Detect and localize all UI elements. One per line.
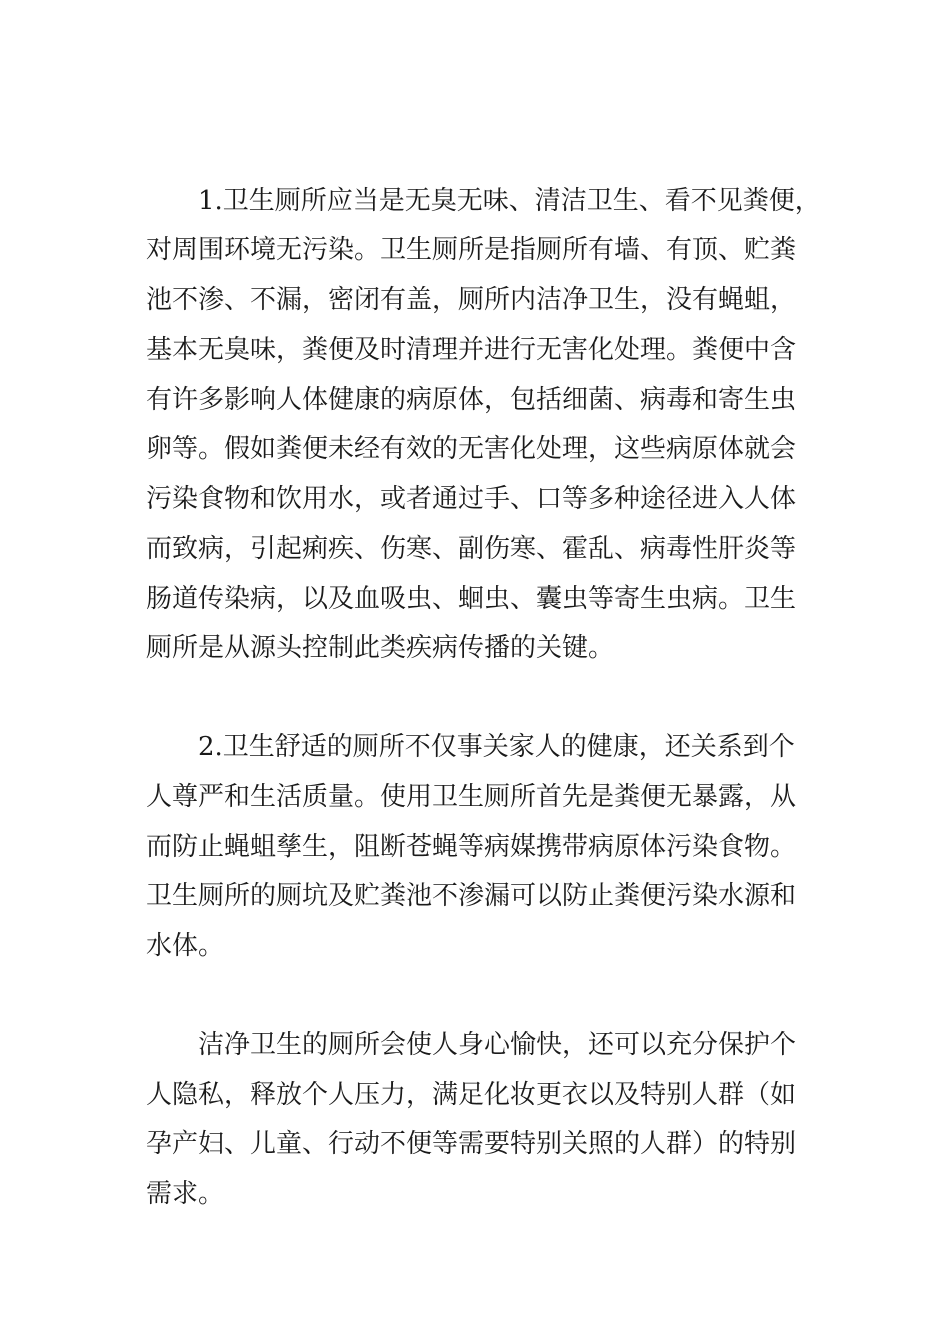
paragraph-line: 厕所是从源头控制此类疾病传播的关键。 xyxy=(146,633,615,663)
paragraph-line: 人尊严和生活质量。使用卫生厕所首先是粪便无暴露，从 xyxy=(146,782,797,812)
paragraph-line: 人隐私，释放个人压力，满足化妆更衣以及特别人群（如 xyxy=(146,1080,797,1110)
paragraph-line: 卫生厕所的厕坑及贮粪池不渗漏可以防止粪便污染水源和 xyxy=(146,881,797,911)
paragraph-line: 而致病，引起痢疾、伤寒、副伤寒、霍乱、病毒性肝炎等 xyxy=(146,534,797,564)
paragraph-line: 肠道传染病，以及血吸虫、蛔虫、囊虫等寄生虫病。卫生 xyxy=(146,584,797,614)
paragraph-line: 需求。 xyxy=(146,1179,225,1209)
paragraph-line: 卵等。假如粪便未经有效的无害化处理，这些病原体就会 xyxy=(146,434,797,464)
paragraph-line: 基本无臭味，粪便及时清理并进行无害化处理。粪便中含 xyxy=(146,335,797,365)
paragraph-line: 水体。 xyxy=(146,931,225,961)
paragraph-line: 有许多影响人体健康的病原体，包括细菌、病毒和寄生虫 xyxy=(146,385,797,415)
paragraph-line: 1.卫生厕所应当是无臭无味、清洁卫生、看不见粪便， xyxy=(198,186,821,216)
paragraph-line: 池不渗、不漏，密闭有盖，厕所内洁净卫生，没有蝇蛆， xyxy=(146,285,797,315)
paragraph-line: 洁净卫生的厕所会使人身心愉快，还可以充分保护个 xyxy=(198,1030,797,1060)
paragraph-line: 2.卫生舒适的厕所不仅事关家人的健康，还关系到个 xyxy=(198,732,795,762)
paragraph-line: 而防止蝇蛆孳生，阻断苍蝇等病媒携带病原体污染食物。 xyxy=(146,832,797,862)
paragraph-line: 孕产妇、儿童、行动不便等需要特别关照的人群）的特别 xyxy=(146,1129,797,1159)
paragraph-line: 对周围环境无污染。卫生厕所是指厕所有墙、有顶、贮粪 xyxy=(146,235,797,265)
paragraph-line: 污染食物和饮用水，或者通过手、口等多种途径进入人体 xyxy=(146,484,797,514)
